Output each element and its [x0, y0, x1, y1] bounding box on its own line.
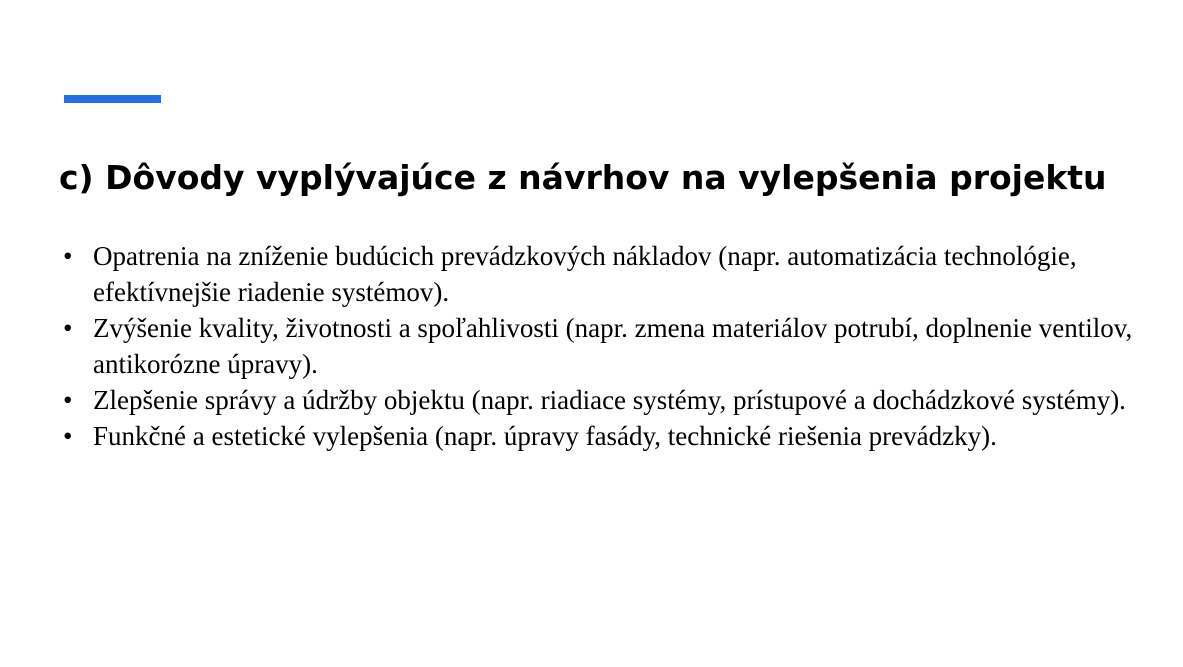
- bullet-text: Zvýšenie kvality, životnosti a spoľahlivosti (napr. zmena materiálov potrubí, doplnenie ventilov, antikorózne úpravy).: [93, 313, 1133, 379]
- bullet-list: [63, 238, 1153, 454]
- bullet-text: Funkčné a estetické vylepšenia (napr. úpravy fasády, technické riešenia prevádzky).: [93, 421, 997, 451]
- bullet-icon: •: [63, 241, 73, 271]
- bullet-text: Zlepšenie správy a údržby objektu (napr. riadiace systémy, prístupové a dochádzkové systémy).: [93, 385, 1126, 415]
- bullet-item: [63, 418, 1153, 454]
- bullet-item: [63, 238, 1153, 310]
- bullet-icon: •: [63, 421, 73, 451]
- bullet-text: Opatrenia na zníženie budúcich prevádzkových nákladov (napr. automatizácia technológie, efektívnejšie riadenie systémov).: [93, 241, 1077, 307]
- accent-bar: [64, 95, 161, 103]
- bullet-icon: •: [63, 313, 73, 343]
- bullet-item: [63, 382, 1153, 418]
- slide-title: c) Dôvody vyplývajúce z návrhov na vylepšenia projektu: [59, 158, 1107, 197]
- bullet-icon: •: [63, 385, 73, 415]
- bullet-item: [63, 310, 1153, 382]
